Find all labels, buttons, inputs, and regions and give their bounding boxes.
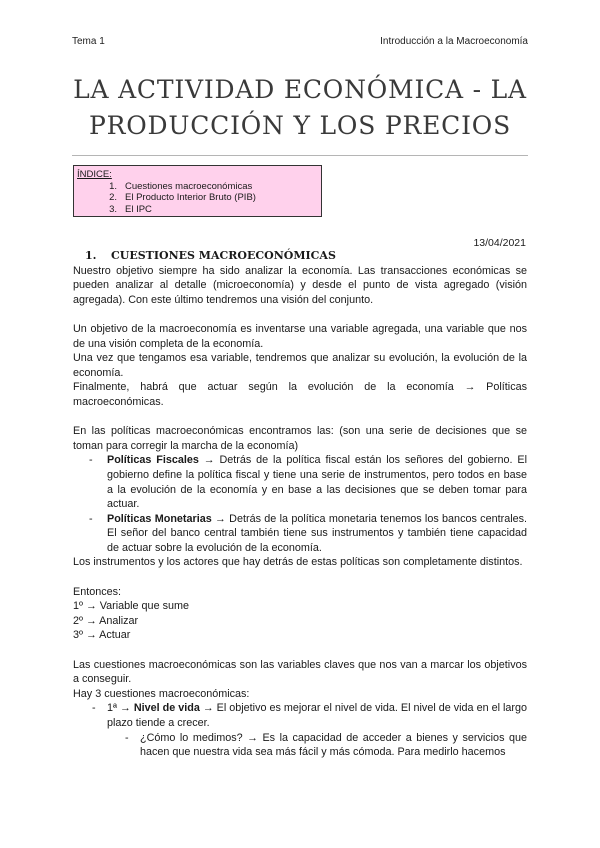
bullet-text: → Detrás de la política monetaria tenemos los bancos centrales. El señor del banco central también tiene sus instrumentos y también tiene capacidad de actuar sobre la evolución de la economía. [107,512,527,554]
index-item [77,192,321,204]
list-item [73,701,527,730]
bullet-term: Políticas Monetarias [107,512,212,525]
page-title [72,72,528,144]
list-item [73,453,527,511]
paragraph: Una vez que tengamos esa variable, tendremos que analizar su evolución, la evolución de la economía. [73,352,527,379]
paragraph: Entonces: [73,585,122,598]
bullet-dash: - [89,454,93,467]
step-item: 1º → Variable que sume [73,600,189,613]
index-item-label: Cuestiones macroeconómicas [125,180,253,192]
section-heading [73,249,527,264]
step-item: 3º → Actuar [73,629,131,642]
paragraph: Un objetivo de la macroeconomía es inventarse una variable agregada, una variable que nos de una visión completa de la economía. [73,322,527,350]
index-box [73,165,322,217]
bullet-term: Nivel de vida [133,702,200,715]
document-date: 13/04/2021 [473,237,526,249]
bullet-text: → El objetivo es mejorar el nivel de vida. El nivel de vida en el largo plazo tiende a crecer. [107,702,527,729]
index-title: ÍNDICE: [77,169,112,180]
index-item-label: El IPC [125,203,152,215]
bullet-dash: - [92,702,96,715]
paragraph: Los instrumentos y los actores que hay detrás de estas políticas son completamente distintos. [73,556,523,569]
bullet-dash: - [125,731,129,744]
paragraph: Nuestro objetivo siempre ha sido analizar la economía. Las transacciones económicas se pueden analizar al detalle (microeconomía) y desde el punto de vista agregado (visión agregada). Con este último tendremos una visión del conjunto. [73,264,527,306]
bullet-text: ¿Cómo lo medimos? → Es la capacidad de acceder a bienes y servicios que hacen que nuestra vida sea más fácil y más cómoda. Para medirlo hacemos [140,731,527,759]
bullet-dash: - [89,512,93,525]
bullet-term: Políticas Fiscales [107,454,199,467]
list-subitem [73,731,527,760]
index-item [77,204,321,216]
index-item-label: El Producto Interior Bruto (PIB) [125,192,256,203]
index-item-number: 1. [109,180,117,192]
title-divider [72,155,528,156]
header-topic: Tema 1 [72,36,105,47]
list-item [73,512,527,556]
index-item [77,181,321,193]
index-item-number: 3. [109,203,117,215]
bullet-prefix: 1ª → [107,702,134,715]
title-line-2: PRODUCCIÓN Y LOS PRECIOS [88,111,512,140]
section-title: CUESTIONES MACROECONÓMICAS [111,249,336,262]
paragraph: Las cuestiones macroeconómicas son las variables claves que nos van a marcar los objetivos a conseguir. [73,658,527,686]
title-line-1: LA ACTIVIDAD ECONÓMICA - LA [73,75,527,104]
header-course: Introducción a la Macroeconomía [380,36,528,47]
document-body [73,249,527,760]
paragraph: Hay 3 cuestiones macroeconómicas: [73,687,250,700]
index-item-number: 2. [109,192,117,203]
section-number: 1. [85,249,97,262]
paragraph: En las políticas macroeconómicas encontramos las: (son una serie de decisiones que se toman para corregir la marcha de la economía) [73,425,527,452]
step-item: 2º → Analizar [73,614,139,627]
bullet-text: → Detrás de la política fiscal están los señores del gobierno. El gobierno define la política fiscal y tiene una serie de instrumentos, pero todos en base a la evolución de la economía y en base a las decisiones que se deben tomar para actuar. [107,454,527,511]
paragraph: Finalmente, habrá que actuar según la evolución de la economía → Políticas macroeconómicas. [73,381,527,408]
